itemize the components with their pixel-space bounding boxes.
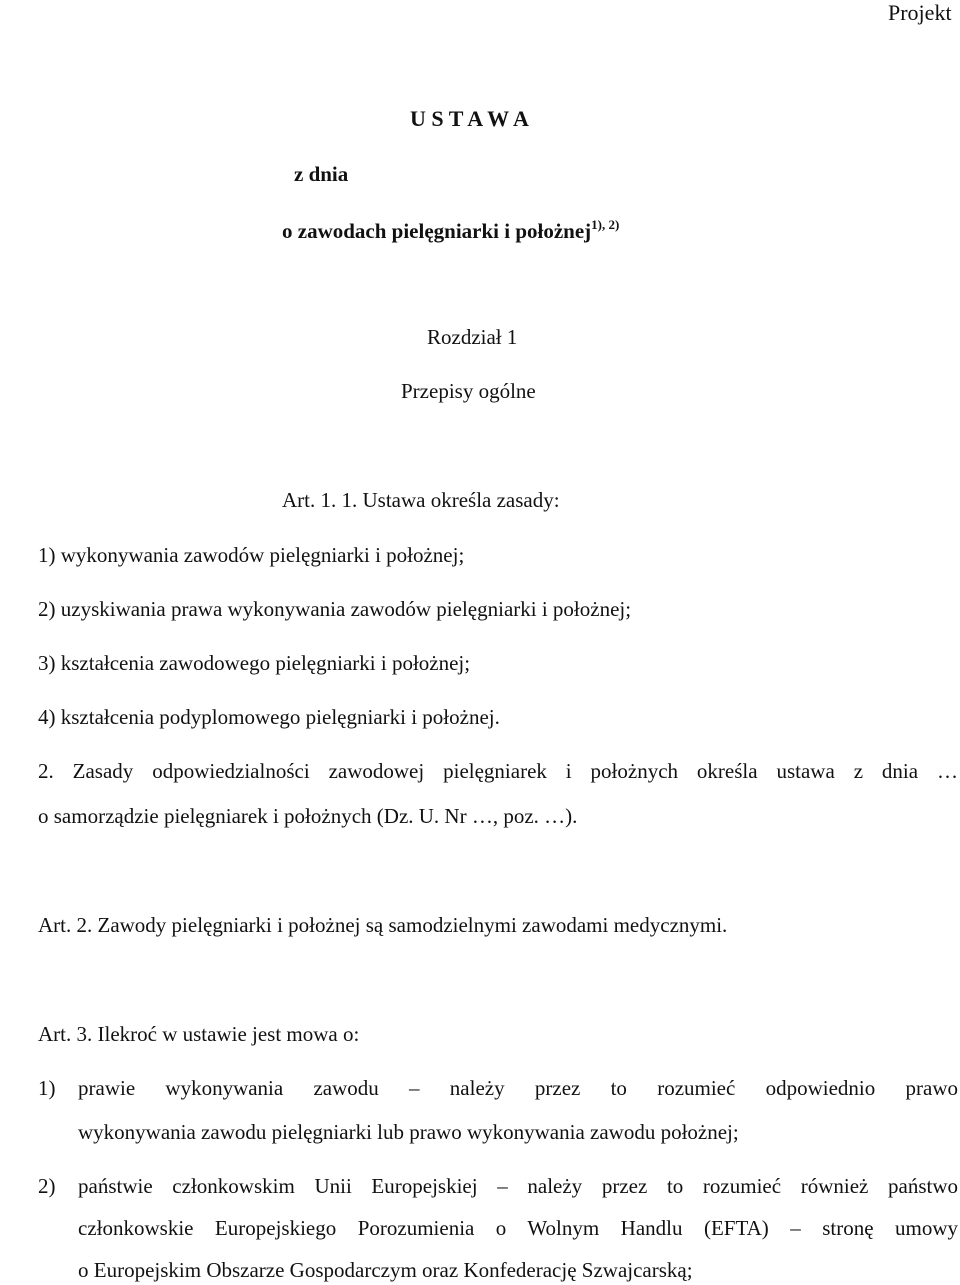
art1-item-4: 4) kształcenia podyplomowego pielęgniarki i położnej. [38, 705, 500, 729]
art3-intro: Art. 3. Ilekroć w ustawie jest mowa o: [38, 1022, 360, 1046]
art3-item2-line1: państwie członkowskim Unii Europejskiej – należy przez to rozumieć również państwo [78, 1174, 958, 1198]
art3-item1-line2: wykonywania zawodu pielęgniarki lub prawo wykonywania zawodu położnej; [78, 1120, 739, 1144]
art1-para2-line2: o samorządzie pielęgniarek i położnych (Dz. U. Nr …, poz. …). [38, 804, 578, 828]
art1-para2-line1: 2. Zasady odpowiedzialności zawodowej pielęgniarek i położnych określa ustawa z dnia … [38, 759, 958, 783]
art3-item2-line2: członkowskie Europejskiego Porozumienia o Wolnym Handlu (EFTA) – stronę umowy [78, 1216, 958, 1240]
chapter-number: Rozdział 1 [427, 325, 518, 349]
art3-item1-line1: prawie wykonywania zawodu – należy przez to rozumieć odpowiednio prawo [78, 1076, 958, 1100]
art3-item2-line3: o Europejskim Obszarze Gospodarczym oraz Konfederację Szwajcarską; [78, 1258, 693, 1282]
project-stamp: Projekt [888, 0, 952, 25]
act-title: U S T A W A [410, 106, 529, 131]
art1-item-3: 3) kształcenia zawodowego pielęgniarki i położnej; [38, 651, 471, 675]
art3-item1-number: 1) [38, 1076, 56, 1100]
art2-text: Art. 2. Zawody pielęgniarki i położnej są samodzielnymi zawodami medycznymi. [38, 913, 728, 937]
art1-item-1: 1) wykonywania zawodów pielęgniarki i położnej; [38, 543, 465, 567]
footnote-refs: 1), 2) [591, 217, 620, 232]
art3-item2-number: 2) [38, 1174, 56, 1198]
chapter-name: Przepisy ogólne [401, 379, 536, 403]
act-date: z dnia [294, 162, 349, 186]
art1-intro: Art. 1. 1. Ustawa określa zasady: [282, 488, 560, 512]
art1-item-2: 2) uzyskiwania prawa wykonywania zawodów pielęgniarki i położnej; [38, 597, 632, 621]
act-subject-line [282, 218, 619, 242]
act-subject: o zawodach pielęgniarki i położnej [282, 219, 592, 243]
